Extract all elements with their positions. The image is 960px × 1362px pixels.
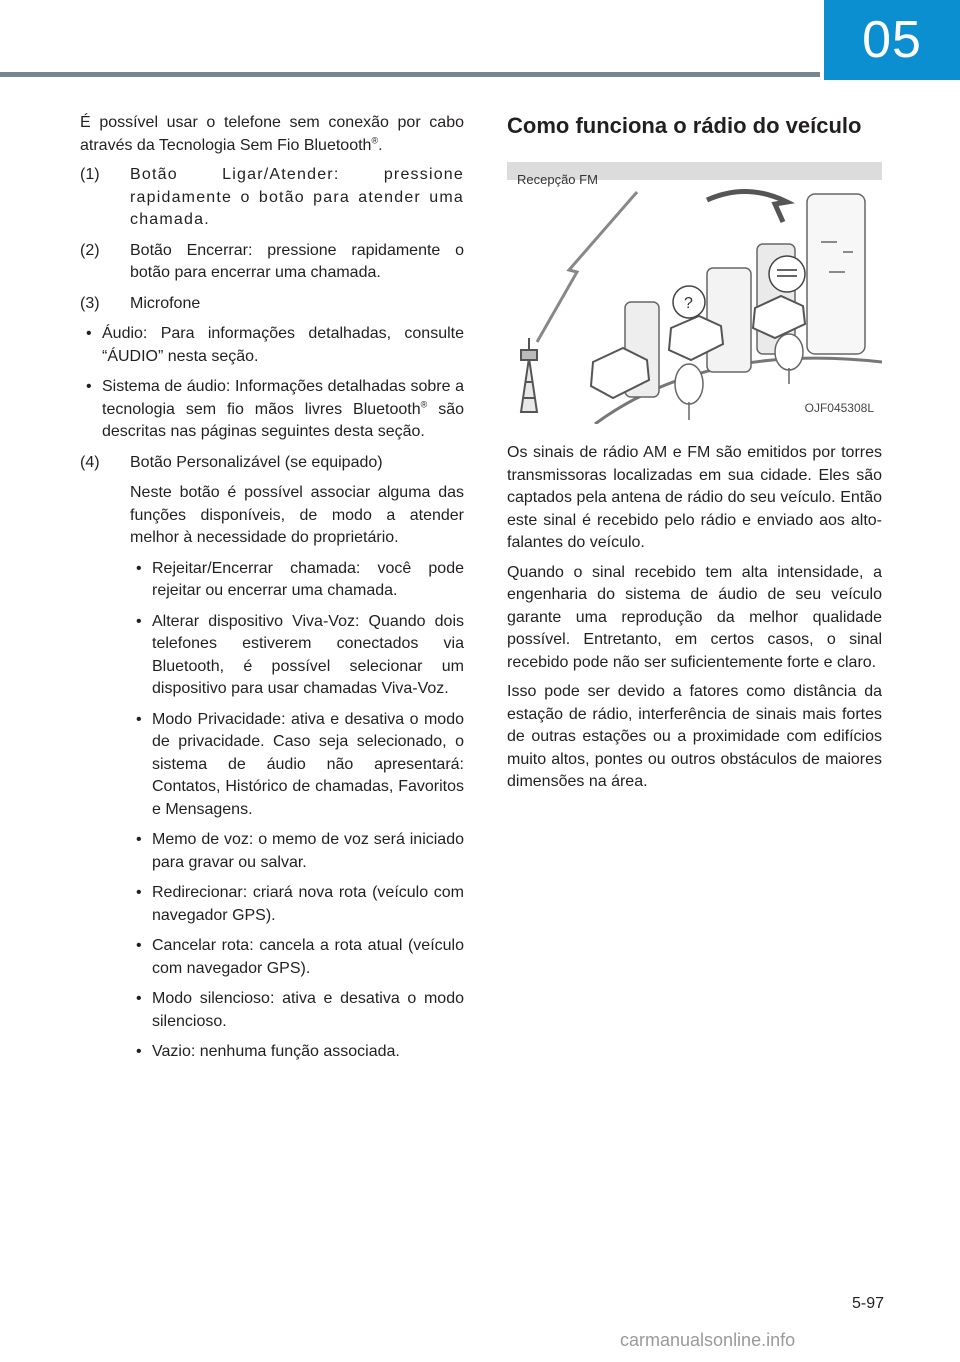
fm-illustration-drawing: [507, 162, 882, 424]
svg-text:?: ?: [684, 295, 693, 312]
paragraph-2: Quando o sinal recebido tem alta intensidade, a engenharia do sistema de áudio de seu veículo garante uma reprodução da melhor qualidade possível. Entretanto, em certos casos, o sinal recebido pode não ser suficientemente forte e claro.: [507, 563, 882, 671]
right-column: [507, 112, 882, 801]
building: [707, 268, 751, 372]
tree: [775, 334, 803, 370]
list-item-1: (1) Botão Ligar/Atender: pressione rapidamente o botão para atender uma chamada.: [80, 166, 464, 228]
left-column: [80, 112, 464, 1072]
paragraph-1: Os sinais de rádio AM e FM são emitidos por torres transmissoras localizadas em sua cidade. Eles são captados pela antena de rádio do seu veículo. Então este sinal é recebido pelo rádio e enviado aos alto-falantes do veículo.: [507, 444, 882, 551]
list-item-2: (2) Botão Encerrar: pressione rapidamente o botão para encerrar uma chamada.: [80, 241, 464, 281]
sub-bullet: • Cancelar rota: cancela a rota atual (veículo com navegador GPS).: [136, 937, 464, 977]
header-rule: [0, 72, 820, 77]
sub-bullet: • Vazio: nenhuma função associada.: [136, 1043, 400, 1060]
figure-label: Recepção FM: [517, 172, 598, 187]
paragraph-3: Isso pode ser devido a fatores como distância da estação de rádio, interferência de sinais mais fortes de outras estações ou a proximidade com edifícios muito altos, pontes ou outros obstáculos de maiores dimensões na área.: [507, 683, 882, 790]
bullet-audio-system: • Sistema de áudio: Informações detalhadas sobre a tecnologia sem fio mãos livres Bluetooth® são descritas nas páginas seguintes desta seção.: [86, 378, 464, 440]
chapter-tab: 05: [824, 0, 960, 80]
watermark: carmanualsonline.info: [620, 1330, 796, 1350]
bullet-audio: • Áudio: Para informações detalhadas, consulte “ÁUDIO” nesta seção.: [86, 325, 464, 365]
section-heading: Como funciona o rádio do veículo: [507, 113, 862, 138]
intro-paragraph: É possível usar o telefone sem conexão por cabo através da Tecnologia Sem Fio Bluetooth®.: [80, 114, 464, 154]
list-item-3: (3) Microfone: [80, 294, 201, 312]
sub-bullet: • Alterar dispositivo Viva-Voz: Quando dois telefones estiverem conectados via Bluetooth, é possível selecionar um dispositivo para usar chamadas Viva-Voz.: [136, 612, 464, 697]
figure-code: OJF045308L: [804, 400, 874, 415]
fm-reception-illustration: [507, 162, 882, 424]
speech-bubble: [769, 256, 805, 292]
sub-bullet: • Redirecionar: criará nova rota (veículo com navegador GPS).: [136, 884, 464, 924]
list-item-4: (4) Botão Personalizável (se equipado): [80, 453, 383, 471]
sub-bullet: • Memo de voz: o memo de voz será iniciado para gravar ou salvar.: [136, 831, 464, 871]
tree: [675, 364, 703, 404]
building: [807, 194, 865, 354]
sub-bullet: • Modo silencioso: ativa e desativa o modo silencioso.: [136, 990, 464, 1030]
sub-bullet: • Modo Privacidade: ativa e desativa o modo de privacidade. Caso seja selecionado, o sistema de áudio não apresentará: Contatos, Histórico de chamadas, Favoritos e Mensagens.: [136, 710, 464, 818]
item4-description: Neste botão é possível associar alguma das funções disponíveis, de modo a atender melhor à necessidade do proprietário.: [130, 484, 464, 546]
sub-bullet: • Rejeitar/Encerrar chamada: você pode rejeitar ou encerrar uma chamada.: [136, 559, 464, 599]
page-number: 5-97: [851, 1295, 884, 1312]
